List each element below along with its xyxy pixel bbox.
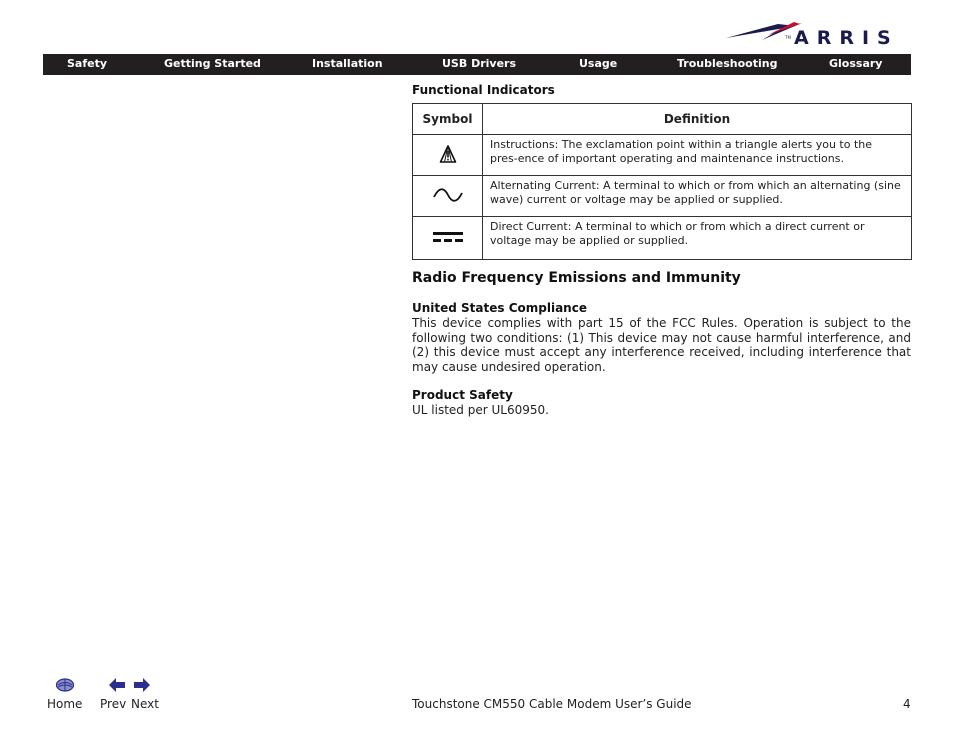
prev-arrow-icon[interactable]	[108, 677, 126, 693]
us-compliance-heading: United States Compliance	[412, 301, 587, 315]
us-compliance-text: This device complies with part 15 of the FCC Rules. Operation is subject to the following two conditions: (1) This device may not cause harmful interference, and (2) this device must accept any interference received, including interference that may cause undesired operation.	[412, 316, 911, 374]
table-header-row	[413, 104, 912, 135]
nav-getting-started[interactable]: Getting Started	[164, 57, 261, 70]
symbol-cell	[413, 135, 483, 176]
definition-cell: Alternating Current: A terminal to which or from which an alternating (sine wave) current or voltage may be applied or supplied.	[483, 176, 912, 217]
definition-header: Definition	[483, 104, 912, 135]
nav-glossary[interactable]: Glossary	[829, 57, 883, 70]
direct-current-icon	[432, 230, 464, 244]
rf-emissions-heading: Radio Frequency Emissions and Immunity	[412, 270, 741, 286]
symbol-cell	[413, 217, 483, 260]
page-number: 4	[903, 697, 911, 711]
top-nav-bar	[43, 54, 911, 75]
alternating-current-icon	[432, 188, 464, 202]
definition-cell: Instructions: The exclamation point within a triangle alerts you to the pres-ence of important operating and maintenance instructions.	[483, 135, 912, 176]
nav-usage[interactable]: Usage	[579, 57, 618, 70]
table-row	[413, 176, 912, 217]
nav-troubleshooting[interactable]: Troubleshooting	[677, 57, 778, 70]
nav-usb-drivers[interactable]: USB Drivers	[442, 57, 516, 70]
next-arrow-icon[interactable]	[133, 677, 151, 693]
prev-link[interactable]: Prev	[100, 697, 127, 711]
symbol-header: Symbol	[413, 104, 483, 135]
home-icon[interactable]	[55, 677, 75, 693]
definition-cell: Direct Current: A terminal to which or from which a direct current or voltage may be applied or supplied.	[483, 217, 912, 260]
product-safety-heading: Product Safety	[412, 388, 513, 402]
home-link[interactable]: Home	[47, 697, 83, 711]
warning-triangle-icon	[439, 144, 457, 164]
functional-indicators-title: Functional Indicators	[412, 83, 555, 97]
arris-logo-text: ARRIS	[794, 27, 899, 49]
symbol-cell	[413, 176, 483, 217]
guide-title: Touchstone CM550 Cable Modem User’s Guide	[412, 697, 692, 711]
product-safety-text: UL listed per UL60950.	[412, 403, 549, 417]
trademark-mark: TM	[785, 35, 791, 40]
functional-indicators-table	[412, 103, 912, 260]
next-link[interactable]: Next	[131, 697, 159, 711]
table-row	[413, 217, 912, 260]
nav-installation[interactable]: Installation	[312, 57, 383, 70]
table-row	[413, 135, 912, 176]
nav-safety[interactable]: Safety	[67, 57, 108, 70]
